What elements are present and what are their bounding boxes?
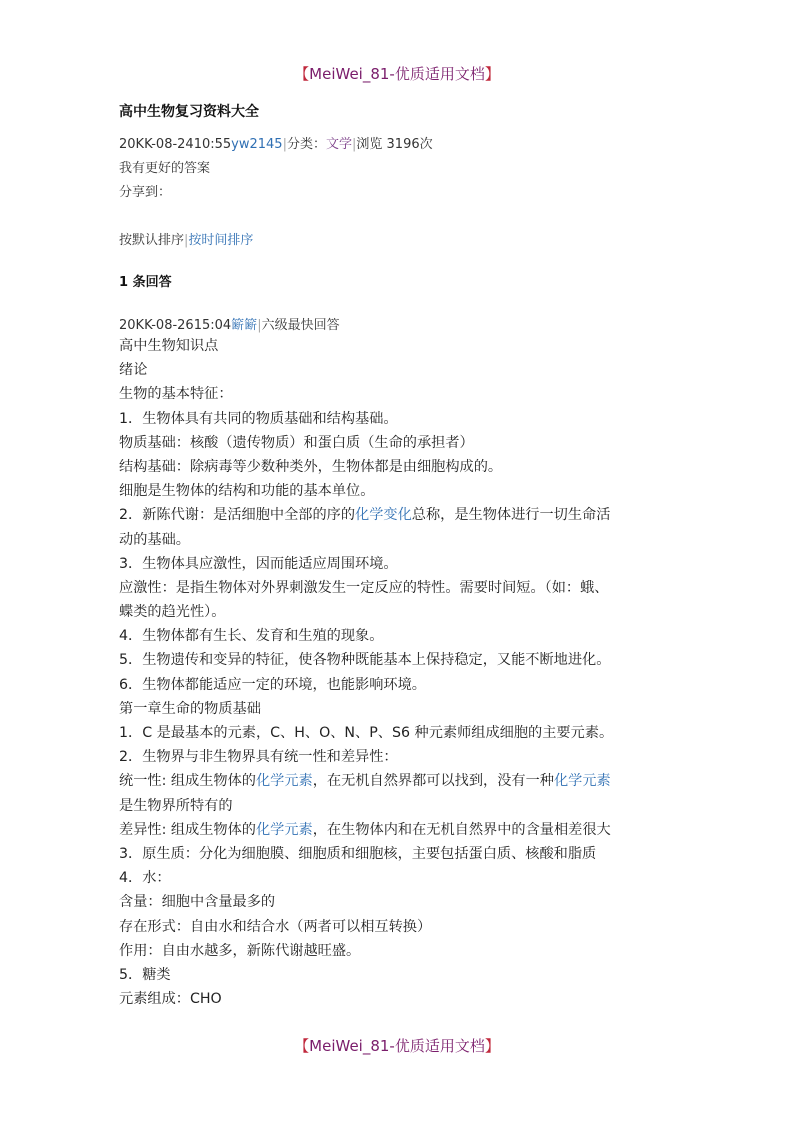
text-line [119,890,679,914]
line-text: 动的基础。 [119,531,190,548]
line-text: 存在形式：自由水和结合水（两者可以相互转换） [119,918,432,935]
sort-bar [119,229,253,248]
line-text: ，在无机自然界都可以找到，没有一种 [312,773,554,790]
question-user-link[interactable]: yw2145 [231,137,283,152]
text-line [119,358,679,382]
line-text: 含量：细胞中含量最多的 [119,894,276,911]
text-line [119,818,679,842]
text-line [119,842,679,866]
line-text: 差异性: 组成生物体的 [119,821,256,838]
line-text: 5．糖类 [119,966,171,983]
text-line [119,624,679,648]
text-line [119,552,679,576]
text-line [119,503,679,527]
line-text: 应激性：是指生物体对外界刺激发生一定反应的特性。需要时间短。（如：蛾、 [119,579,609,596]
keyword-link[interactable]: 化学变化 [355,507,412,524]
text-line [119,382,679,406]
keyword-link[interactable]: 化学元素 [255,773,313,790]
text-line [119,963,679,987]
sort-time-link[interactable]: 按时间排序 [188,233,254,248]
line-text: 物质基础：核酸（遗传物质）和蛋白质（生命的承担者） [119,434,474,451]
line-text: 作用：自由水越多，新陈代谢越旺盛。 [119,942,361,959]
text-line [119,528,679,552]
separator: | [282,137,287,152]
separator: | [352,137,357,152]
text-line [119,915,679,939]
answer-meta [119,314,340,333]
view-count: 浏览 3196次 [356,137,433,152]
line-text: 2．生物界与非生物界具有统一性和差异性： [119,749,398,766]
question-time: 20KK-08-2410:55 [119,137,232,152]
line-text: 4．生物体都有生长、发育和生殖的现象。 [119,628,384,645]
line-text: 高中生物知识点 [119,338,219,354]
line-text: 蝶类的趋光性）。 [119,604,226,621]
line-text: 细胞是生物体的结构和功能的基本单位。 [119,483,375,500]
line-text: 统一性: 组成生物体的 [119,773,256,790]
category-link[interactable]: 文学 [326,137,353,152]
answer-time: 20KK-08-2615:04 [119,318,232,333]
text-line [119,431,679,455]
text-line [119,334,679,358]
text-line [119,673,679,697]
bracket-close: 】 [484,65,500,83]
page-title: 高中生物复习资料大全 [119,104,259,120]
sort-default-link[interactable]: 按默认排序 [119,233,185,248]
bracket-close: 】 [484,1037,500,1055]
separator: | [184,233,189,248]
text-line [119,455,679,479]
text-line [119,987,679,1011]
header-banner [0,63,794,84]
bracket-open: 【 [294,65,310,83]
answer-body [119,334,679,1011]
banner-text: MeiWei_81-优质适用文档 [309,1037,485,1055]
line-text: 结构基础：除病毒等少数种类外，生物体都是由细胞构成的。 [119,458,503,475]
line-text: 是生物界所特有的 [119,797,233,814]
answer-user-link[interactable]: 簖簖 [231,318,258,333]
answer-count: 1 条回答 [119,275,172,290]
line-text: ，在生物体内和在无机自然界中的含量相差很大 [312,821,611,838]
question-meta [119,133,433,152]
line-text: 1．生物体具有共同的物质基础和结构基础。 [119,410,398,427]
text-line [119,648,679,672]
line-text: 元素组成：CHO [119,991,222,1008]
better-answer-link[interactable]: 我有更好的答案 [119,161,211,176]
line-text: 1．C 是最基本的元素，C、H、O、N、P、S6 种元素师组成细胞的主要元素。 [119,725,614,741]
share-label: 分享到： [119,185,172,200]
banner-text: MeiWei_81-优质适用文档 [309,65,485,83]
text-line [119,479,679,503]
line-text: 6．生物体都能适应一定的环境，也能影响环境。 [119,676,426,693]
text-line [119,939,679,963]
text-line [119,407,679,431]
text-line [119,769,679,793]
keyword-link[interactable]: 化学元素 [255,821,313,838]
line-text: 绪论 [119,362,148,379]
line-text: 总称，是生物体进行一切生命活 [411,507,611,524]
line-text: 3．生物体具应激性，因而能适应周围环境。 [119,555,398,572]
line-text: 4．水： [119,870,171,887]
text-line [119,576,679,600]
line-text: 5．生物遗传和变异的特征，使各物种既能基本上保持稳定，又能不断地进化。 [119,652,611,669]
text-line [119,600,679,624]
line-text: 2．新陈代谢：是活细胞中全部的序的 [119,507,356,524]
category-label: 分类： [286,137,326,152]
line-text: 第一章生命的物质基础 [119,700,261,717]
text-line [119,794,679,818]
bracket-open: 【 [294,1037,310,1055]
keyword-link[interactable]: 化学元素 [553,773,611,790]
line-text: 生物的基本特征： [119,386,233,403]
text-line [119,745,679,769]
text-line [119,866,679,890]
answer-level: 六级最快回答 [261,318,340,333]
text-line [119,721,679,745]
separator: | [257,318,262,333]
line-text: 3．原生质：分化为细胞膜、细胞质和细胞核，主要包括蛋白质、核酸和脂质 [119,845,597,862]
text-line [119,697,679,721]
footer-banner [0,1035,794,1056]
